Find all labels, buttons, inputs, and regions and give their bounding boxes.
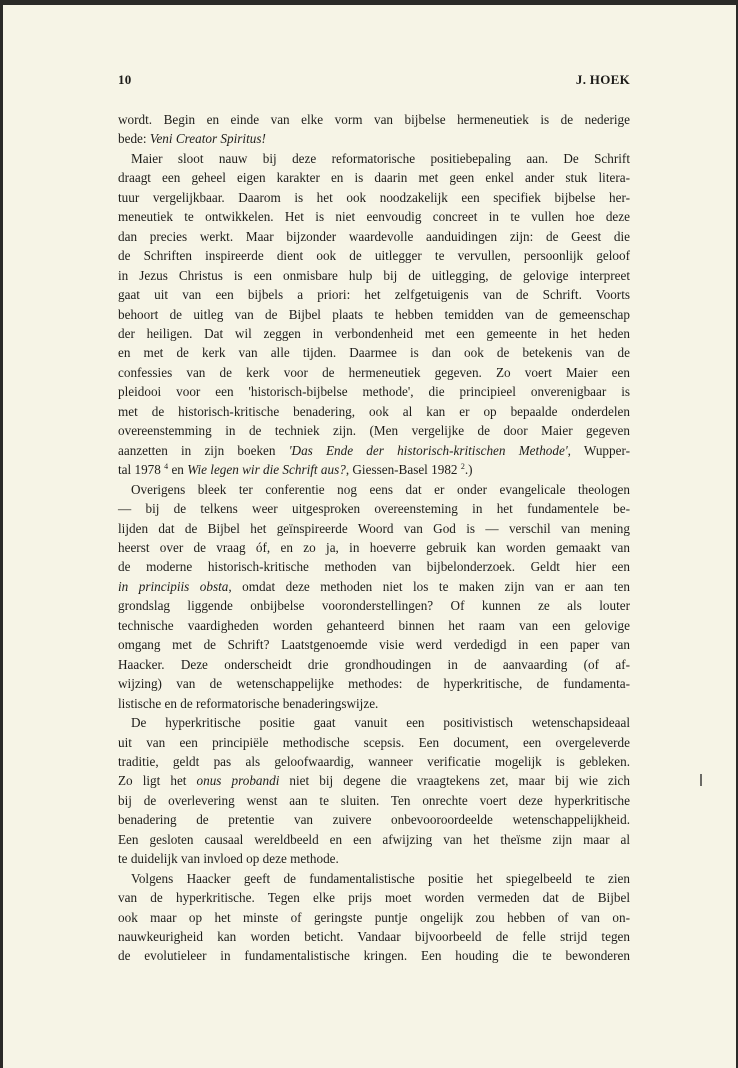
text-run: wordt. Begin en einde van elke vorm van bijbelse hermeneutiek is de nederige	[118, 112, 630, 127]
text-line	[118, 733, 630, 752]
text-line	[118, 441, 630, 460]
italic-run: in principiis obsta	[118, 578, 229, 594]
text-run: .)	[464, 462, 473, 478]
italic-run: Wie legen wir die Schrift aus?	[187, 462, 346, 478]
text-run: omgang met de Schrift? Laatstgenoemde visie werd verdedigd in een paper van	[118, 637, 630, 653]
text-line	[118, 538, 630, 557]
text-line	[118, 421, 630, 440]
text-run: draagt een geheel eigen karakter en is daarin met geen enkel ander stuk litera-	[118, 170, 630, 186]
text-line	[118, 460, 630, 479]
text-line	[118, 888, 630, 907]
text-line	[118, 869, 630, 888]
italic-run: 'Das Ende der historisch-kritischen Methode'	[288, 442, 568, 458]
footnote-ref: 4	[164, 462, 169, 472]
text-line	[118, 285, 630, 304]
text-run: aanzetten in zijn boeken	[118, 442, 289, 458]
text-line	[118, 713, 630, 732]
text-line	[118, 227, 630, 246]
scan-edge-left	[0, 0, 3, 1068]
body-text	[118, 110, 630, 966]
text-line	[118, 499, 630, 518]
text-line	[118, 343, 630, 362]
text-line	[118, 110, 630, 129]
margin-mark	[700, 774, 702, 786]
text-run: behoort de uitleg van de Bijbel plaats te hebben temidden van de gemeenschap	[118, 306, 630, 322]
text-run: met de historisch-kritische benadering, ook al kan er op bepaalde onderdelen	[118, 403, 630, 419]
text-run: bede:	[118, 131, 150, 147]
footnote-ref: 2	[460, 462, 465, 472]
text-line	[118, 188, 630, 207]
text-run: Overigens bleek ter conferentie nog eens dat er onder evangelicale theologen	[131, 481, 630, 497]
text-run: tuur vergelijkbaar. Daarom is het ook noodzakelijk een specifiek bijbelse her-	[118, 189, 630, 205]
text-run: Volgens Haacker geeft de fundamentalistische positie het spiegelbeeld te zien	[131, 870, 630, 886]
text-run: de evolutieleer in fundamentalistische kringen. Een houding die te bewonderen	[118, 948, 630, 964]
text-run: — bij de telkens weer uitgesproken overeensteming in het fundamentele be-	[118, 501, 630, 517]
text-run: , omdat deze methoden niet los te maken zijn van er aan ten	[228, 578, 630, 594]
text-run: en	[168, 462, 188, 478]
text-run: te duidelijk van invloed op deze methode.	[118, 851, 339, 867]
text-run: benadering de pretentie van zuivere onbevooroordeelde wetenschappelijkheid.	[118, 812, 630, 828]
text-run: technische vaardigheden worden gehanteerd binnen het raam van een gelovige	[118, 617, 630, 633]
text-run: ook maar op het minste of geringste puntje ongelijk zou hebben of van on-	[118, 909, 630, 925]
page-number: 10	[118, 72, 132, 87]
text-line	[118, 849, 630, 868]
text-line	[118, 771, 630, 790]
text-run: de Schriften inspireerde dient ook de uitlegger te vervullen, persoonlijk geloof	[118, 248, 630, 264]
text-run: meneutiek te ontwikkelen. Het is niet eenvoudig concreet in te vullen hoe deze	[118, 209, 630, 225]
text-run: wijzing) van de wetenschappelijke methodes: de hyperkritische, de fundamenta-	[118, 676, 630, 692]
text-line	[118, 129, 630, 148]
text-line	[118, 207, 630, 226]
text-line	[118, 305, 630, 324]
text-line	[118, 363, 630, 382]
text-run: dan precies werkt. Maar bijzonder waardevolle aanduidingen zijn: de Geest die	[118, 228, 630, 244]
text-line	[118, 324, 630, 343]
text-run: heerst over de vraag óf, en zo ja, in hoeverre gebruik kan worden gemaakt van	[118, 539, 630, 555]
text-run: de moderne historisch-kritische methoden van bijbelonderzoek. Geldt hier een	[118, 559, 630, 575]
text-run: , Giessen-Basel 1982	[345, 462, 461, 478]
text-line	[118, 694, 630, 713]
text-line	[118, 557, 630, 576]
text-line	[118, 266, 630, 285]
text-line	[118, 908, 630, 927]
text-run: in Jezus Christus is een onmisbare hulp bij de uitlegging, de gelovige interpreet	[118, 267, 630, 283]
text-run: uit van een principiële methodische scepsis. Een document, een overgeleverde	[118, 734, 630, 750]
italic-run: Veni Creator Spiritus!	[149, 131, 266, 147]
text-run: der heiligen. Dat wil zeggen in verbondenheid met een gemeente in het heden	[118, 325, 630, 341]
text-run: niet bij degene die vraagtekens zet, maar bij wie zich	[279, 773, 630, 789]
text-line	[118, 791, 630, 810]
text-line	[118, 927, 630, 946]
text-line	[118, 382, 630, 401]
text-run: Zo ligt het	[118, 773, 197, 789]
text-run: tal 1978	[118, 462, 165, 478]
text-run: Maier sloot nauw bij deze reformatorische positiebepaling aan. De Schrift	[131, 150, 630, 166]
text-run: , Wupper-	[567, 442, 630, 458]
text-run: lijden dat de Bijbel het geïnspireerde Woord van God is — verschil van mening	[118, 520, 630, 536]
text-line	[118, 674, 630, 693]
scan-edge-top	[0, 0, 738, 5]
text-line	[118, 946, 630, 965]
text-line	[118, 752, 630, 771]
text-run: listische en de reformatorische benaderingswijze.	[118, 695, 379, 711]
text-line	[118, 616, 630, 635]
text-line	[118, 246, 630, 265]
text-line	[118, 810, 630, 829]
text-run: confessies van de kerk voor de hermeneutiek gegeven. Zo voert Maier een	[118, 364, 630, 380]
text-run: nauwkeurigheid kan worden beticht. Vandaar bijvoorbeeld de felle strijd tegen	[118, 929, 630, 945]
text-run: van de hyperkritische. Tegen elke prijs moet worden vermeden dat de Bijbel	[118, 890, 630, 906]
text-run: De hyperkritische positie gaat vanuit een positivistisch wetenschapsideaal	[131, 715, 630, 731]
text-run: overeenstemming in de techniek zijn. (Men vergelijke de door Maier gegeven	[118, 423, 630, 439]
italic-run: onus probandi	[196, 773, 280, 789]
text-run: bij de overlevering wenst aan te sluiten. Ten onrechte voert deze hyperkritische	[118, 792, 630, 808]
text-run: grondslag liggende onbijbelse vooronderstellingen? Of kunnen ze als louter	[118, 598, 630, 614]
text-line	[118, 655, 630, 674]
text-line	[118, 635, 630, 654]
text-run: gaat uit van een bijbels a priori: het zelfgetuigenis van de Schrift. Voorts	[118, 287, 630, 303]
text-line	[118, 168, 630, 187]
text-line	[118, 830, 630, 849]
text-run: en met de kerk van alle tijden. Daarmee is dan ook de betekenis van de	[118, 345, 630, 361]
text-line	[118, 149, 630, 168]
text-run: pleidooi voor een 'historisch-bijbelse methode', die principieel onverenigbaar is	[118, 384, 630, 400]
text-run: Een gesloten causaal wereldbeeld en een afwijzing van het theïsme zijn maar al	[118, 831, 630, 847]
text-line	[118, 577, 630, 596]
text-line	[118, 596, 630, 615]
running-head: J. HOEK	[575, 72, 630, 87]
text-line	[118, 402, 630, 421]
text-line	[118, 480, 630, 499]
text-line	[118, 519, 630, 538]
text-run: Haacker. Deze onderscheidt drie grondhoudingen in de aanvaarding (of af-	[118, 656, 630, 672]
text-run: traditie, geldt pas als geloofwaardig, wanneer verificatie mogelijk is gebleken.	[118, 753, 630, 769]
